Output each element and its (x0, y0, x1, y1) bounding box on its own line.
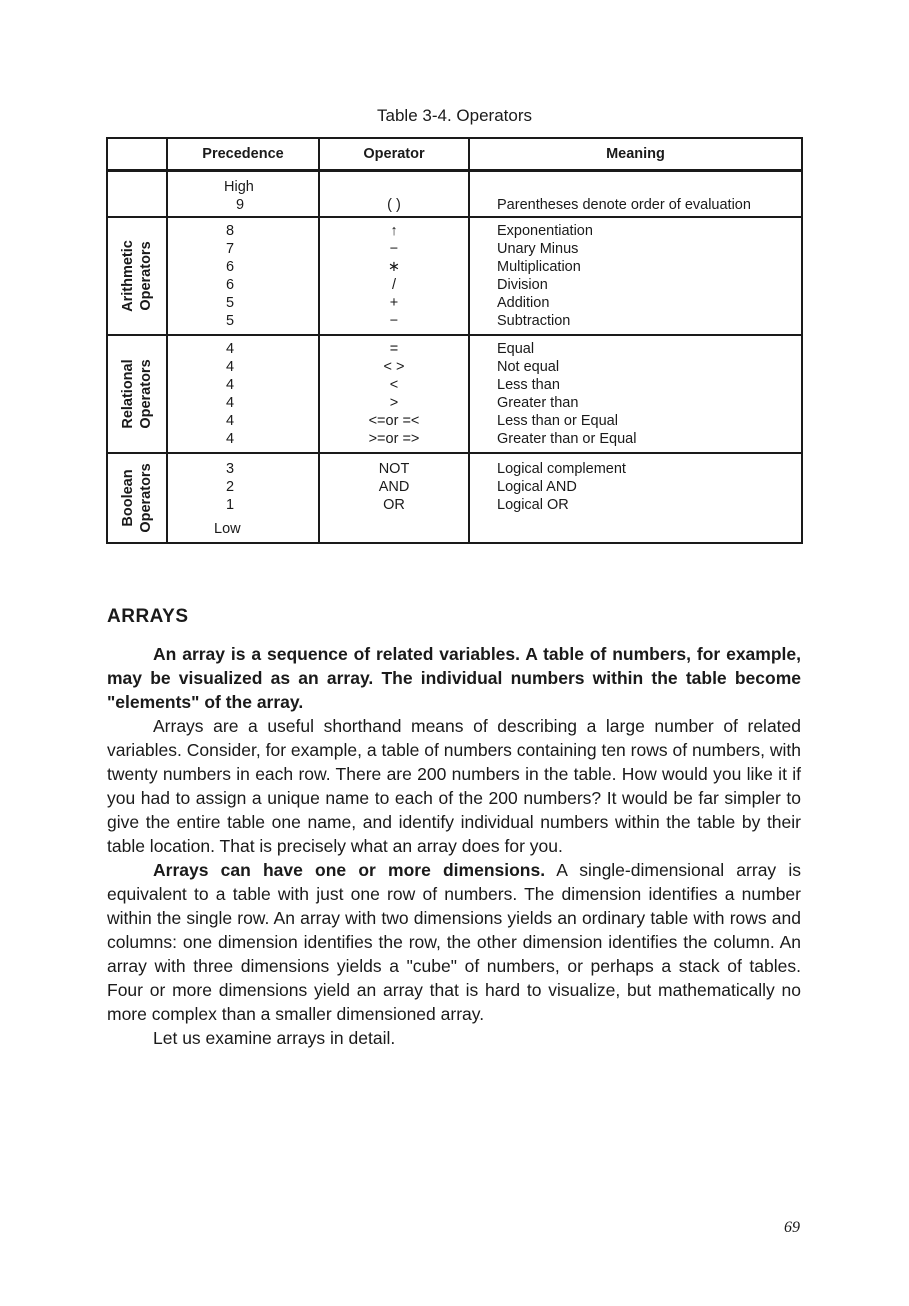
operator-value: > (389, 395, 399, 411)
meaning-value: Greater than or Equal (497, 431, 637, 447)
operator-cell (319, 453, 469, 543)
operator-value: − (389, 313, 399, 329)
operator-value (320, 178, 468, 196)
meaning-value: Equal (497, 341, 535, 357)
precedence-value: High (224, 179, 254, 195)
section-label-relational (107, 335, 167, 453)
header-blank (107, 138, 167, 171)
precedence-value: 6 (226, 259, 235, 275)
precedence-value: 2 (226, 479, 235, 495)
precedence-value: 1 (226, 497, 235, 513)
table-row-boolean (107, 453, 802, 543)
meaning-value: Subtraction (497, 313, 571, 329)
page-number: 69 (784, 1219, 800, 1236)
precedence-value: 3 (226, 461, 235, 477)
meaning-value: Less than (497, 377, 560, 393)
meaning-value: Addition (497, 295, 550, 311)
header-operator: Operator (319, 138, 469, 171)
meaning-value (497, 178, 801, 196)
operator-value: − (389, 241, 399, 257)
header-meaning: Meaning (469, 138, 802, 171)
precedence-value: Low (214, 521, 241, 537)
section-label-boolean (107, 453, 167, 543)
precedence-cell (167, 171, 319, 218)
precedence-cell (167, 335, 319, 453)
meaning-value: Logical OR (497, 497, 569, 513)
precedence-value: 5 (226, 295, 235, 311)
operator-value: = (389, 341, 399, 357)
precedence-cell (167, 453, 319, 543)
operator-value: AND (378, 479, 410, 495)
meaning-value: Division (497, 277, 548, 293)
meaning-value: Multiplication (497, 259, 581, 275)
precedence-value: 4 (226, 359, 235, 375)
meaning-cell (469, 217, 802, 335)
operator-value: ↑ (390, 223, 398, 239)
precedence-value: 4 (226, 341, 235, 357)
meaning-value: Parentheses denote order of evaluation (497, 197, 751, 213)
section-label-line: Relational (120, 359, 136, 429)
meaning-value: Less than or Equal (497, 413, 618, 429)
meaning-value: Unary Minus (497, 241, 579, 257)
section-label-line: Arithmetic (120, 240, 136, 312)
table-row-parentheses (107, 171, 802, 218)
table-row-relational (107, 335, 802, 453)
section-label-line: Operators (138, 241, 154, 311)
precedence-value: 4 (226, 395, 235, 411)
section-label-line: Operators (138, 359, 154, 429)
section-label-arithmetic (107, 217, 167, 335)
meaning-value: Not equal (497, 359, 560, 375)
section-heading: ARRAYS (107, 606, 189, 627)
paragraph: Let us examine arrays in detail. (153, 1028, 396, 1048)
operator-cell (319, 217, 469, 335)
meaning-value: Logical complement (497, 461, 626, 477)
precedence-value: 9 (236, 197, 245, 213)
precedence-value: 5 (226, 313, 235, 329)
header-precedence: Precedence (167, 138, 319, 171)
table-row-arithmetic (107, 217, 802, 335)
precedence-value: 4 (226, 431, 235, 447)
precedence-value: 4 (226, 377, 235, 393)
precedence-value: 7 (226, 241, 235, 257)
paragraph-rest: A single-dimensional array is equivalent to a table with just one row of numbers. The dimension identifies a number within the single row. An array with two dimensions yields an ordinary table with rows and columns: one dimension identifies the row, the other dimension identifies the column. An array with three dimensions yields a "cube" of numbers, or perhaps a stack of tables. Four or more dimensions yield an array that is hard to visualize, but mathematically no more complex than a smaller dimensioned array. (107, 860, 801, 1024)
paragraph (107, 858, 801, 1026)
precedence-value: 4 (226, 413, 235, 429)
operator-value: OR (383, 497, 405, 513)
body-text (107, 642, 801, 1050)
meaning-value: Logical AND (497, 479, 577, 495)
precedence-cell (167, 217, 319, 335)
section-label-line: Operators (138, 463, 154, 533)
operator-value: <=or =< (368, 413, 420, 429)
meaning-value: Exponentiation (497, 223, 593, 239)
operator-value: ( ) (387, 197, 401, 213)
meaning-cell (469, 453, 802, 543)
precedence-value: 6 (226, 277, 235, 293)
operator-value: < (389, 377, 399, 393)
operator-value: < > (383, 359, 405, 375)
meaning-cell (469, 171, 802, 218)
operator-cell (319, 171, 469, 218)
meaning-cell (469, 335, 802, 453)
precedence-value: 8 (226, 223, 235, 239)
operator-value: + (389, 295, 399, 311)
operator-value: NOT (378, 461, 410, 477)
operator-cell (319, 335, 469, 453)
operator-value: ∗ (387, 259, 401, 275)
operator-value: / (391, 277, 397, 293)
meaning-value: Greater than (497, 395, 579, 411)
paragraph-bold-lead: Arrays can have one or more dimensions. (153, 860, 546, 880)
lead-paragraph: An array is a sequence of related variables. A table of numbers, for example, may be visualized as an array. The individual numbers within the table become "elements" of the array. (107, 644, 801, 712)
section-label-line: Boolean (120, 469, 136, 527)
operators-table (106, 137, 803, 544)
table-header-row (107, 138, 802, 171)
operator-value: >=or => (368, 431, 420, 447)
paragraph: Arrays are a useful shorthand means of describing a large number of related variables. Consider, for example, a table of numbers containing ten rows of numbers, with twenty numbers in each row. There are 200 numbers in the table. How would you like it if you had to assign a unique name to each of the 200 numbers? It would be far simpler to give the entire table one name, and identify individual numbers within the table by their table location. That is precisely what an array does for you. (107, 716, 801, 856)
table-caption: Table 3-4. Operators (377, 106, 532, 125)
section-label-empty (107, 171, 167, 218)
